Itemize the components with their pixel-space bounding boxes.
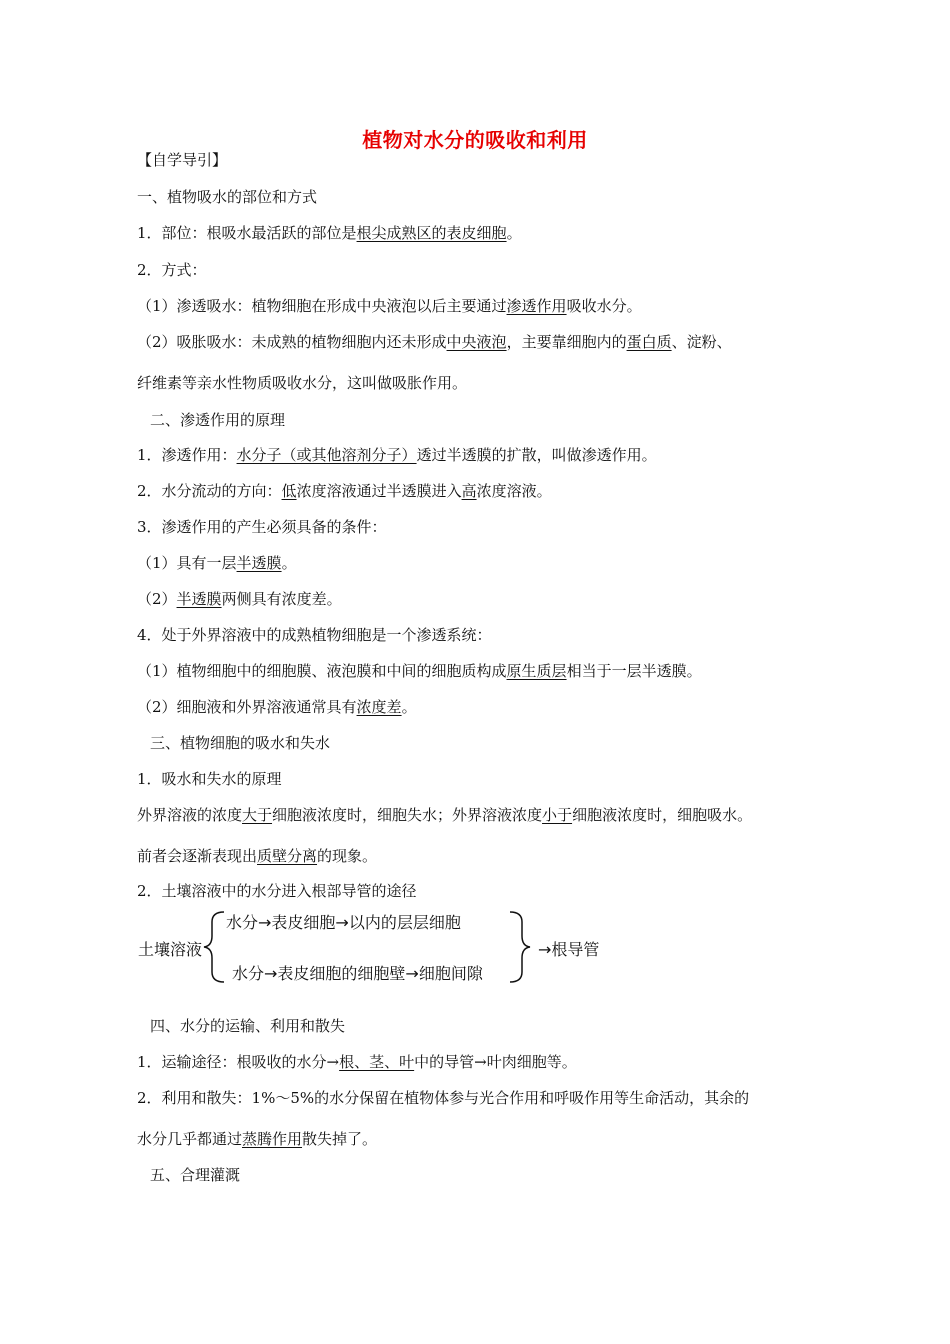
text: （1）植物细胞中的细胞膜、液泡膜和中间的细胞质构成 xyxy=(137,662,507,680)
underlined-answer: 大于 xyxy=(242,806,273,824)
s3-paragraph-3 xyxy=(137,846,377,866)
intro-heading: 【自学导引】 xyxy=(137,151,228,169)
s2-paragraph-4 xyxy=(137,553,297,573)
page-title: 植物对水分的吸收和利用 xyxy=(362,128,588,152)
underlined-answer: 质壁分离 xyxy=(257,847,318,865)
underlined-answer: 低 xyxy=(281,482,297,500)
text: 外界溶液的浓度 xyxy=(137,806,243,824)
text: 细胞液浓度时，细胞吸水。 xyxy=(572,806,753,824)
s1-paragraph-4 xyxy=(137,332,732,352)
text: 1．运输途径：根吸收的水分→ xyxy=(137,1053,340,1071)
text: 细胞液浓度时，细胞失水；外界溶液浓度 xyxy=(272,806,543,824)
underlined-answer: 根、茎、叶 xyxy=(339,1053,415,1071)
s2-paragraph-2 xyxy=(137,481,552,501)
text: 。 xyxy=(281,554,297,572)
text: 水分几乎都通过 xyxy=(137,1130,243,1148)
text: 中的导管→叶肉细胞等。 xyxy=(414,1053,577,1071)
text: 1．部位：根吸水最活跃的部位是 xyxy=(137,224,357,242)
text: 。 xyxy=(506,224,522,242)
s2-paragraph-5 xyxy=(137,589,342,609)
right-brace xyxy=(510,912,530,982)
section-2-heading: 二、渗透作用的原理 xyxy=(150,411,286,429)
underlined-answer: 浓度差 xyxy=(356,698,402,716)
s1-paragraph-5: 纤维素等亲水性物质吸收水分，这叫做吸胀作用。 xyxy=(137,374,468,392)
diagram-target-label: →根导管 xyxy=(538,940,600,959)
s4-paragraph-3 xyxy=(137,1129,377,1149)
underlined-answer: 中央液泡 xyxy=(446,333,507,351)
section-3-heading: 三、植物细胞的吸水和失水 xyxy=(150,734,331,752)
s3-paragraph-2 xyxy=(137,805,752,825)
text: 。 xyxy=(401,698,417,716)
text: 2．水分流动的方向： xyxy=(137,482,282,500)
underlined-answer: 根尖成熟区的表皮细胞 xyxy=(356,224,507,242)
text: 浓度溶液通过半透膜进入 xyxy=(296,482,462,500)
s2-paragraph-8 xyxy=(137,697,417,717)
s4-paragraph-2: 2．利用和散失：1%～5%的水分保留在植物体参与光合作用和呼吸作用等生命活动，其余的 xyxy=(137,1089,750,1107)
text: 1．渗透作用： xyxy=(137,446,237,464)
underlined-answer: 半透膜 xyxy=(236,554,282,572)
s2-paragraph-3: 3．渗透作用的产生必须具备的条件： xyxy=(137,518,387,536)
text: 散失掉了。 xyxy=(302,1130,378,1148)
underlined-answer: 半透膜 xyxy=(176,590,222,608)
diagram-path-1: 水分→表皮细胞→以内的层层细胞 xyxy=(226,913,461,932)
text: 透过半透膜的扩散，叫做渗透作用。 xyxy=(416,446,657,464)
text: 浓度溶液。 xyxy=(476,482,552,500)
text: 、淀粉、 xyxy=(671,333,732,351)
text: （2）细胞液和外界溶液通常具有 xyxy=(137,698,357,716)
text: （2）吸胀吸水：未成熟的植物细胞内还未形成 xyxy=(137,333,447,351)
s2-paragraph-6: 4．处于外界溶液中的成熟植物细胞是一个渗透系统： xyxy=(137,626,492,644)
text: （2） xyxy=(137,590,177,608)
section-1-heading: 一、植物吸水的部位和方式 xyxy=(137,188,318,206)
diagram-path-2: 水分→表皮细胞的细胞壁→细胞间隙 xyxy=(232,964,483,983)
water-path-diagram xyxy=(132,906,622,988)
text: 吸收水分。 xyxy=(566,297,642,315)
text: （1）具有一层 xyxy=(137,554,237,572)
underlined-answer: 渗透作用 xyxy=(506,297,567,315)
left-brace xyxy=(204,912,224,982)
s1-paragraph-3 xyxy=(137,296,642,316)
underlined-answer: 小于 xyxy=(542,806,573,824)
s1-paragraph-1 xyxy=(137,223,522,243)
underlined-answer: 原生质层 xyxy=(506,662,567,680)
text: 的现象。 xyxy=(317,847,378,865)
text: （1）渗透吸水：植物细胞在形成中央液泡以后主要通过 xyxy=(137,297,507,315)
s3-paragraph-1: 1．吸水和失水的原理 xyxy=(137,770,282,788)
s2-paragraph-1 xyxy=(137,445,657,465)
underlined-answer: 水分子（或其他溶剂分子） xyxy=(236,446,417,464)
text: ，主要靠细胞内的 xyxy=(506,333,627,351)
section-5-heading: 五、合理灌溉 xyxy=(150,1166,241,1184)
text: 前者会逐渐表现出 xyxy=(137,847,258,865)
s1-paragraph-2: 2．方式： xyxy=(137,261,207,279)
diagram-source-label: 土壤溶液 xyxy=(138,940,203,959)
text: 相当于一层半透膜。 xyxy=(566,662,702,680)
s4-paragraph-1 xyxy=(137,1052,577,1072)
s2-paragraph-7 xyxy=(137,661,702,681)
text: 两侧具有浓度差。 xyxy=(221,590,342,608)
underlined-answer: 高 xyxy=(461,482,477,500)
underlined-answer: 蛋白质 xyxy=(626,333,672,351)
section-4-heading: 四、水分的运输、利用和散失 xyxy=(150,1017,346,1035)
underlined-answer: 蒸腾作用 xyxy=(242,1130,303,1148)
s3-paragraph-4: 2．土壤溶液中的水分进入根部导管的途径 xyxy=(137,882,417,900)
